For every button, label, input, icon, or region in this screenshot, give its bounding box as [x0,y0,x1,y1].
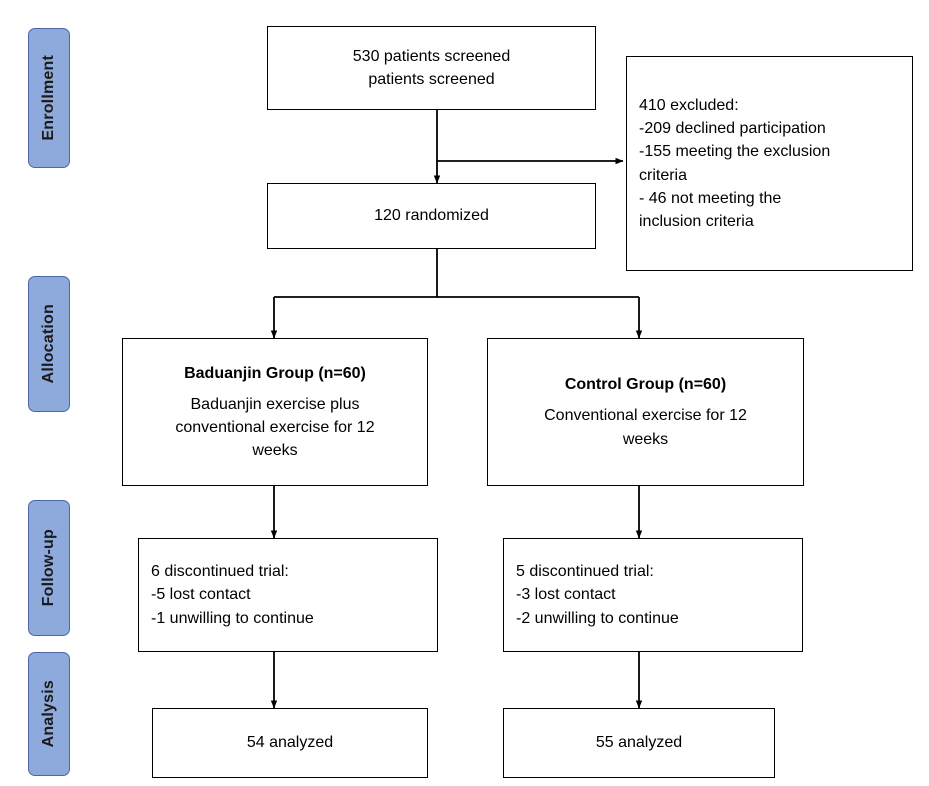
stage-label-analysis [28,652,70,776]
node-control-discontinued [503,538,803,652]
node-baduanjin-discontinued [138,538,438,652]
node-baduanjin-discontinued-line-2: -5 lost contact [151,586,251,604]
node-control-discontinued-line-1: 5 discontinued trial: [516,563,654,581]
node-baduanjin-group-line-3: weeks [252,442,298,460]
node-baduanjin-analyzed-line-1: 54 analyzed [246,734,334,752]
node-excluded [626,56,913,271]
node-control-group-line-2: weeks [622,430,669,448]
node-patients-screened-line-2: patients screened [368,71,495,88]
node-baduanjin-analyzed [152,708,428,778]
node-baduanjin-group-line-1: Baduanjin exercise plus [190,395,360,413]
node-excluded-line-1: 410 excluded: [639,96,739,114]
node-excluded-line-5: - 46 not meeting the [639,189,782,207]
node-baduanjin-group-line-2: conventional exercise for 12 [175,419,375,436]
stage-label-allocation-text: Allocation [40,304,57,384]
node-excluded-line-6: inclusion criteria [639,212,754,230]
node-excluded-line-3: -155 meeting the exclusion [639,143,831,161]
stage-label-followup-text: Follow-up [40,529,57,607]
stage-label-followup [28,500,70,636]
stage-label-analysis-text: Analysis [40,680,57,748]
node-control-group-title: Control Group (n=60) [564,376,727,394]
node-control-group [487,338,804,486]
node-randomized [267,183,596,249]
node-control-discontinued-line-3: -2 unwilling to continue [516,609,679,627]
node-baduanjin-discontinued-line-3: -1 unwilling to continue [151,609,314,627]
node-baduanjin-group [122,338,428,486]
stage-label-enrollment [28,28,70,168]
node-control-group-line-1: Conventional exercise for 12 [544,407,747,425]
node-control-discontinued-line-2: -3 lost contact [516,586,616,604]
node-excluded-line-2: -209 declined participation [639,120,826,138]
node-excluded-line-4: criteria [639,166,688,184]
stage-label-enrollment-text: Enrollment [40,55,57,141]
node-patients-screened [267,26,596,110]
node-control-analyzed [503,708,775,778]
node-baduanjin-discontinued-line-1: 6 discontinued trial: [151,563,289,581]
node-control-analyzed-line-1: 55 analyzed [595,734,683,752]
stage-label-allocation [28,276,70,412]
node-randomized-line-1: 120 randomized [374,207,489,225]
node-patients-screened-line-1: 530 patients screened [352,47,511,65]
node-baduanjin-group-title: Baduanjin Group (n=60) [184,364,366,382]
